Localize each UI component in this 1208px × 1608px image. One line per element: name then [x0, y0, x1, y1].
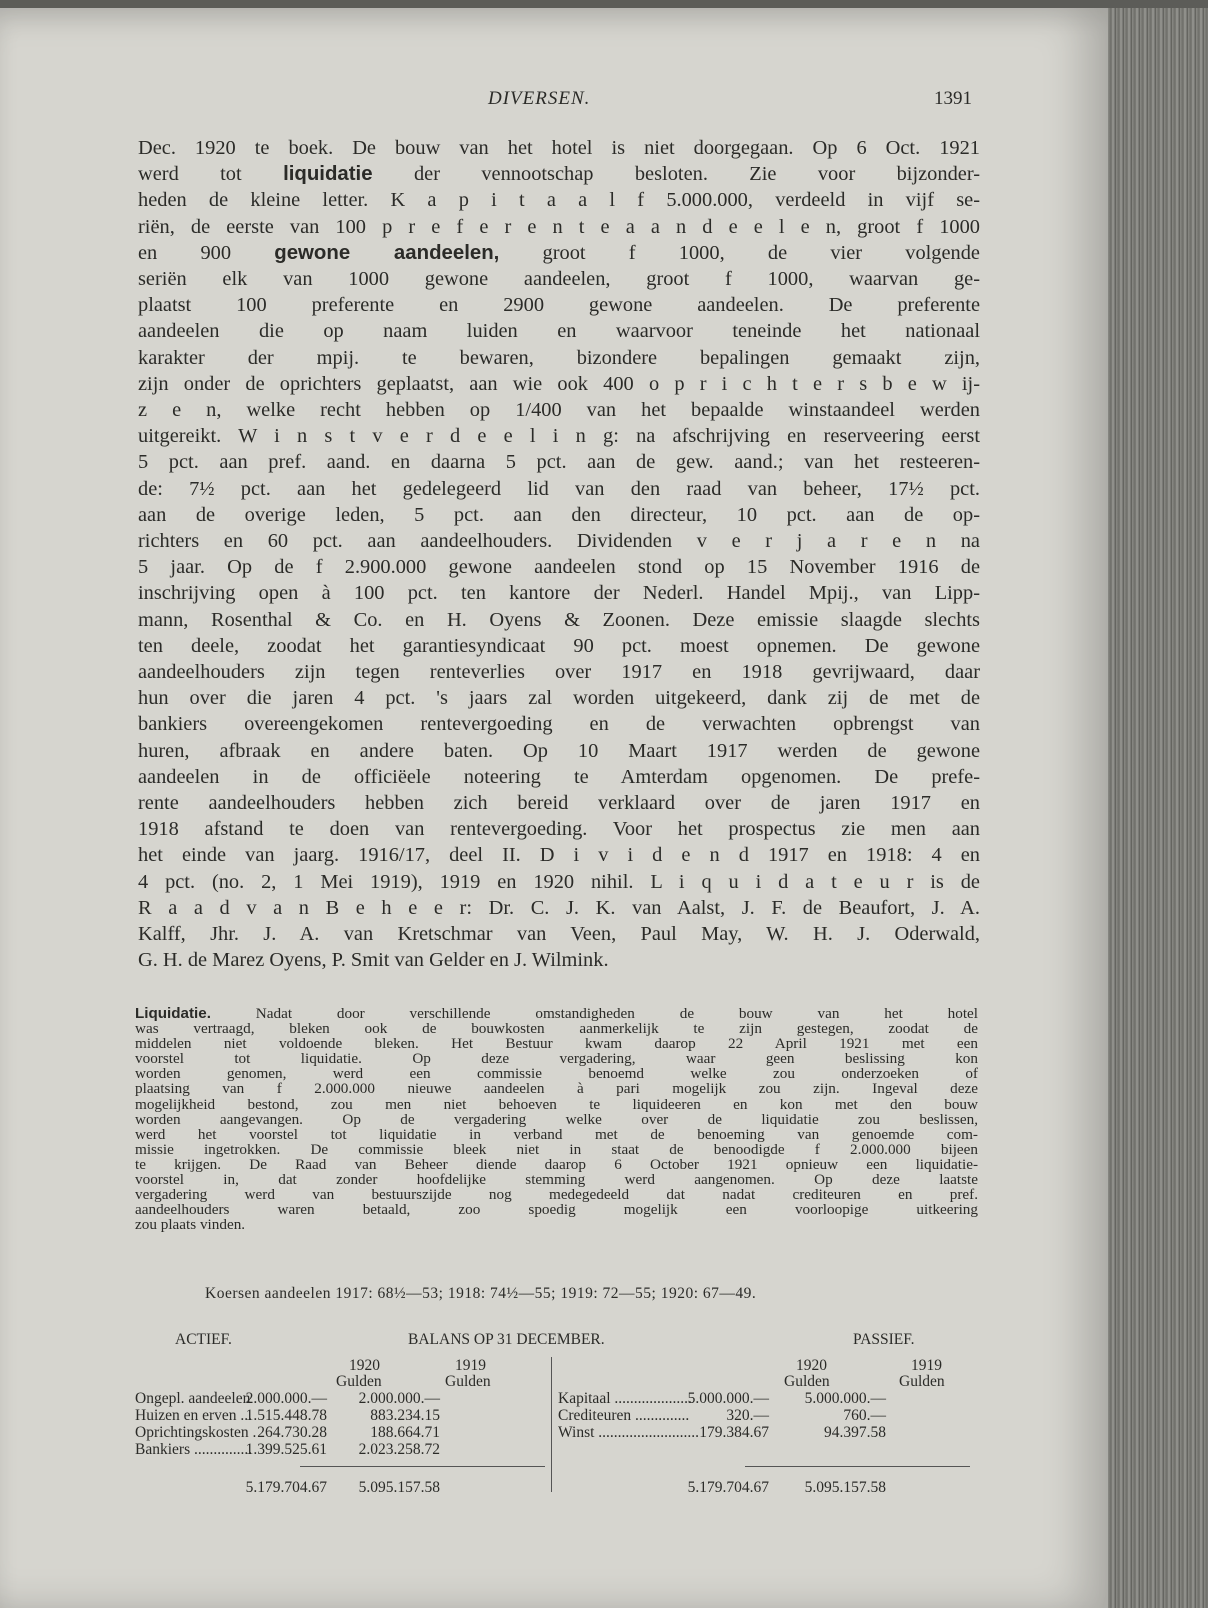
bold-term: gewone aandeelen,	[274, 241, 500, 264]
assets-total-1920: 5.179.704.67	[245, 1479, 327, 1496]
text-line: 5 jaar. Op de f 2.900.000 gewone aandeelen stond op 15 November 1916 de	[138, 556, 980, 579]
text-line: richters en 60 pct. aan aandeelhouders. Dividenden v e r j a r e n na	[138, 530, 980, 553]
liabilities-year-1919: 1919	[911, 1357, 942, 1374]
text-line: 4 pct. (no. 2, 1 Mei 1919), 1919 en 1920 nihil. L i q u i d a t e u r is de	[138, 870, 980, 893]
liability-value-1919: 94.397.58	[824, 1424, 886, 1441]
asset-label: Oprichtingskosten .	[135, 1424, 257, 1441]
assets-heading: ACTIEF.	[175, 1331, 232, 1348]
small-print-line: worden aangevangen. Op de vergadering welke over de liquidatie zou beslissen,	[135, 1110, 978, 1128]
small-print-line: aandeelhouders waren betaald, zoo spoedig mogelijk een voorloopige uitkeering	[135, 1201, 978, 1219]
text-line: riën, de eerste van 100 p r e f e r e n t e a a n d e e l e n, groot f 1000	[138, 215, 980, 238]
text-line: Dec. 1920 te boek. De bouw van het hotel is niet doorgegaan. Op 6 Oct. 1921	[138, 137, 980, 159]
text-line: G. H. de Marez Oyens, P. Smit van Gelder en J. Wilmink.	[138, 949, 609, 972]
text-line: mann, Rosenthal & Co. en H. Oyens & Zoonen. Deze emissie slaagde slechts	[138, 608, 980, 631]
asset-label: Huizen en erven ...	[135, 1407, 253, 1424]
text-line: het einde van jaarg. 1916/17, deel II. D i v i d e n d 1917 en 1918: 4 en	[138, 844, 980, 867]
liability-label: Winst ..........................	[558, 1424, 700, 1441]
text-line: seriën elk van 1000 gewone aandeelen, groot f 1000, waarvan ge-	[138, 268, 980, 291]
small-print-line: vergadering werd van bestuurszijde nog medegedeeld dat nadat crediteuren en pref.	[135, 1186, 978, 1204]
small-print-heading: Liquidatie.	[135, 1005, 211, 1022]
small-print-line: zou plaats vinden.	[135, 1216, 246, 1234]
text-line: de: 7½ pct. aan het gedelegeerd lid van den raad van beheer, 17½ pct.	[138, 477, 980, 500]
text-line: en 900 gewone aandeelen, groot f 1000, de vier volgende	[138, 241, 980, 264]
text-line: uitgereikt. W i n s t v e r d e e l i n g: na afschrijving en reserveering eerst	[138, 425, 980, 448]
asset-value-1920: 1.399.525.61	[245, 1441, 327, 1458]
asset-label: Bankiers ...............	[135, 1441, 253, 1458]
text-line: aandeelen in de officiëele noteering te Amterdam opgenomen. De prefe-	[138, 765, 980, 788]
text-line: R a a d v a n B e h e e r: Dr. C. J. K. van Aalst, J. F. de Beaufort, J. A.	[138, 896, 980, 919]
text-line: aandeelen die op naam luiden en waarvoor teneinde het nationaal	[138, 320, 980, 343]
balance-heading: BALANS OP 31 DECEMBER.	[408, 1331, 605, 1348]
page-number: 1391	[934, 88, 972, 109]
text-line: huren, afbraak en andere baten. Op 10 Maart 1917 werden de gewone	[138, 739, 980, 762]
liabilities-year-1920: 1920	[796, 1357, 827, 1374]
asset-value-1919: 2.023.258.72	[358, 1441, 440, 1458]
text-line: heden de kleine letter. K a p i t a a l f 5.000.000, verdeeld in vijf se-	[138, 189, 980, 212]
assets-unit-1919: Gulden	[445, 1373, 491, 1390]
small-print-note	[135, 1006, 978, 1232]
liability-label: Kapitaal ....................	[558, 1390, 692, 1407]
small-print-line: mogelijkheid bestond, zou men niet behoeven te liquideeren en kon met den bouw	[135, 1095, 978, 1113]
small-print-line: missie ingetrokken. De commissie bleek niet in staat de benoodigde f 2.000.000 bijeen	[135, 1140, 978, 1158]
text-line: zijn onder de oprichters geplaatst, aan wie ook 400 o p r i c h t e r s b e w ij-	[138, 372, 980, 395]
small-print-line: voorstel tot liquidatie. Op deze vergadering, waar geen beslissing kon	[135, 1050, 978, 1068]
assets-total-1919: 5.095.157.58	[358, 1479, 440, 1496]
assets-unit-1920: Gulden	[336, 1373, 382, 1390]
liabilities-total-1920: 5.179.704.67	[687, 1479, 769, 1496]
asset-value-1920: 2.000.000.—	[245, 1390, 327, 1407]
small-print-line: worden genomen, werd een commissie benoemd welke zou onderzoeken of	[135, 1065, 978, 1083]
small-print-line: werd het voorstel tot liquidatie in verband met de benoeming van genoemde com-	[135, 1125, 978, 1143]
text-line: 1918 afstand te doen van rentevergoeding. Voor het prospectus zie men aan	[138, 818, 980, 841]
running-title: DIVERSEN.	[488, 88, 591, 109]
text-line: aan de overige leden, 5 pct. aan den directeur, 10 pct. aan de op-	[138, 503, 980, 526]
small-print-line: middelen niet voldoende bleken. Het Bestuur kwam daarop 22 April 1921 met een	[135, 1035, 978, 1053]
small-print-line: te krijgen. De Raad van Beheer diende daarop 6 October 1921 opnieuw een liquidatie-	[135, 1155, 978, 1173]
liability-label: Crediteuren ..............	[558, 1407, 690, 1424]
liabilities-heading: PASSIEF.	[853, 1331, 915, 1348]
asset-value-1920: 264.730.28	[257, 1424, 327, 1441]
asset-label: Ongepl. aandeelen	[135, 1390, 251, 1407]
assets-year-1919: 1919	[455, 1357, 486, 1374]
text-line: z e n, welke recht hebben op 1/400 van het bepaalde winstaandeel werden	[138, 399, 980, 422]
liabilities-unit-1919: Gulden	[899, 1373, 945, 1390]
liabilities-unit-1920: Gulden	[784, 1373, 830, 1390]
text-line: ten deele, zoodat het garantiesyndicaat 90 pct. moest opnemen. De gewone	[138, 634, 980, 657]
assets-year-1920: 1920	[349, 1357, 380, 1374]
asset-value-1920: 1.515.448.78	[245, 1407, 327, 1424]
asset-value-1919: 883.234.15	[370, 1407, 440, 1424]
text-line: 5 pct. aan pref. aand. en daarna 5 pct. aan de gew. aand.; van het resteeren-	[138, 451, 980, 474]
asset-value-1919: 188.664.71	[370, 1424, 440, 1441]
asset-value-1919: 2.000.000.—	[358, 1390, 440, 1407]
text-line: inschrijving open à 100 pct. ten kantore der Nederl. Handel Mpij., van Lipp-	[138, 582, 980, 605]
text-line: aandeelhouders zijn tegen renteverlies over 1917 en 1918 gevrijwaard, daar	[138, 661, 980, 684]
small-print-line: was vertraagd, bleken ook de bouwkosten aanmerkelijk te zijn gestegen, zoodat de	[135, 1020, 978, 1038]
liability-value-1920: 5.000.000.—	[687, 1390, 769, 1407]
text-line: Kalff, Jhr. J. A. van Kretschmar van Veen, Paul May, W. H. J. Oderwald,	[138, 923, 980, 946]
liability-value-1920: 320.—	[726, 1407, 769, 1424]
text-line: hun over die jaren 4 pct. 's jaars zal worden uitgekeerd, dank zij de met de	[138, 687, 980, 710]
small-print-line: voorstel in, dat zonder hoofdelijke stemming werd aangenomen. Op deze laatste	[135, 1171, 978, 1189]
page-edges	[1108, 8, 1208, 1608]
main-text	[138, 135, 980, 974]
text-line: bankiers overeengekomen rentevergoeding en de verwachten opbrengst van	[138, 713, 980, 736]
bold-term: liquidatie	[283, 163, 373, 186]
small-print-first-line: Liquidatie. Nadat door verschillende omstandigheden de bouw van het hotel	[135, 1005, 979, 1022]
liability-value-1919: 5.000.000.—	[804, 1390, 886, 1407]
small-print-line: plaatsing van f 2.000.000 nieuwe aandeelen à pari mogelijk zou zijn. Ingeval deze	[135, 1080, 978, 1098]
liability-value-1920: 179.384.67	[699, 1424, 769, 1441]
text-line: werd tot liquidatie der vennootschap besloten. Zie voor bijzonder-	[138, 163, 980, 186]
text-line: rente aandeelhouders hebben zich bereid verklaard over de jaren 1917 en	[138, 792, 980, 815]
text-line: plaatst 100 preferente en 2900 gewone aandeelen. De preferente	[138, 294, 980, 317]
liability-value-1919: 760.—	[843, 1407, 886, 1424]
share-prices: Koersen aandeelen 1917: 68½—53; 1918: 74½—55; 1919: 72—55; 1920: 67—49.	[205, 1285, 757, 1302]
liabilities-total-1919: 5.095.157.58	[804, 1479, 886, 1496]
text-line: karakter der mpij. te bewaren, bizondere bepalingen gemaakt zijn,	[138, 346, 980, 369]
